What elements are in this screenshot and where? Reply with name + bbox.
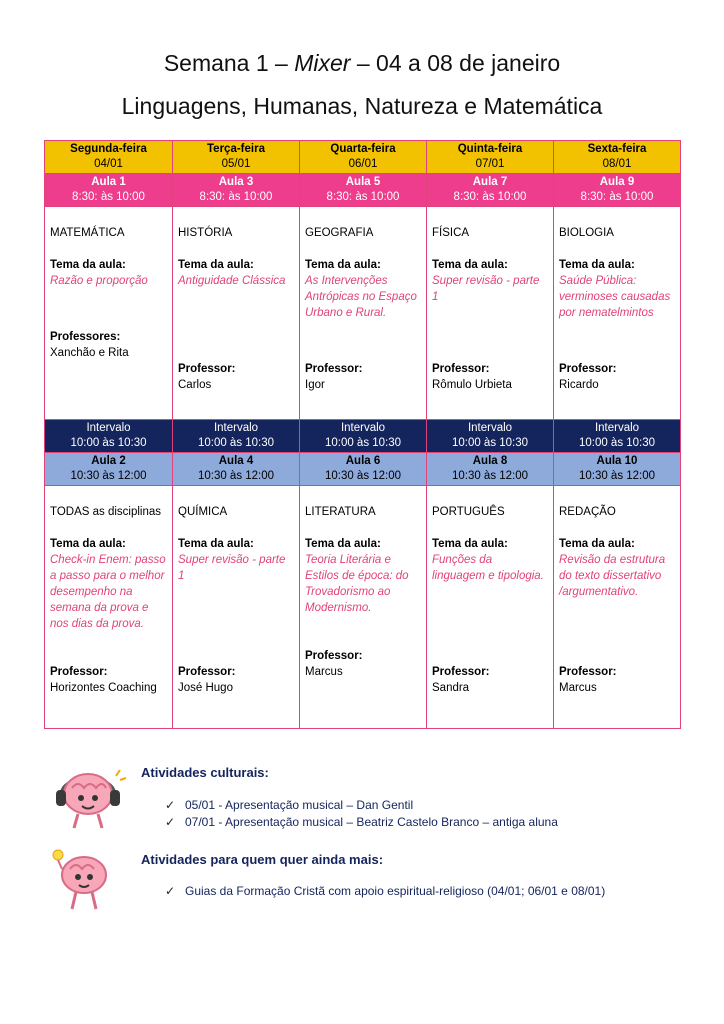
class-cell [300,207,427,420]
class-cell-inner [559,225,675,420]
class-cell [45,207,173,420]
professor-name: José Hugo [178,682,233,694]
title-prefix: Semana 1 – [163,50,295,76]
subject: LITERATURA [305,506,376,518]
class-cell-inner [432,504,548,729]
aula-header [554,453,681,486]
theme-text: Revisão da estrutura do texto dissertativo /argumentativo. [559,554,666,598]
interval-cell [554,420,681,453]
aula-label: Aula 8 [472,455,508,467]
interval-label: Intervalo [594,422,640,434]
professor-name: Igor [305,379,325,391]
theme-label: Tema da aula: [432,538,508,550]
interval-cell [300,420,427,453]
theme-label: Tema da aula: [50,538,126,550]
professor-block [305,648,421,680]
professor-block [559,664,675,696]
professor-block [50,664,167,696]
interval-cell [45,420,173,453]
extra-list [165,883,605,900]
aula-label: Aula 7 [472,176,508,188]
day-date: 05/01 [221,158,251,170]
class-cell [173,486,300,729]
aula-header [300,174,427,207]
professor-label: Professor: [432,666,490,678]
class-cell [173,207,300,420]
interval-time: 10:00 às 10:30 [197,437,275,449]
theme-label: Tema da aula: [178,538,254,550]
theme-label: Tema da aula: [178,259,254,271]
subject: HISTÓRIA [178,227,233,239]
theme-label: Tema da aula: [305,259,381,271]
professor-label: Professor: [178,666,236,678]
check-icon: ✓ [165,884,176,898]
theme-text: Teoria Literária e Estilos de época: do Trovadorismo ao Modernismo. [305,554,409,614]
check-icon: ✓ [165,815,176,829]
theme-text: Antiguidade Clássica [178,275,286,287]
aula-header [45,174,173,207]
day-name: Quarta-feira [330,143,396,155]
interval-time: 10:00 às 10:30 [324,437,402,449]
theme-text: Funções da linguagem e tipologia. [432,554,544,582]
check-icon: ✓ [165,798,176,812]
aula-label: Aula 2 [91,455,126,467]
theme-label: Tema da aula: [559,259,635,271]
professor-label: Professor: [559,363,617,375]
subject: PORTUGUÊS [432,506,505,518]
interval-label: Intervalo [213,422,259,434]
aula-header [300,453,427,486]
professor-name: Sandra [432,682,470,694]
interval-cell [427,420,554,453]
class-cell [300,486,427,729]
subject: FÍSICA [432,227,470,239]
aula-header [173,453,300,486]
professor-name: Rômulo Urbieta [432,379,512,391]
professor-label: Professor: [50,666,108,678]
aula-header [427,174,554,207]
interval-time: 10:00 às 10:30 [70,437,147,449]
list-item: ✓ Guias da Formação Cristã com apoio espiritual-religioso (04/01; 06/01 e 08/01) [165,884,606,898]
subject: BIOLOGIA [559,227,614,239]
title-suffix: – 04 a 08 de janeiro [350,50,561,76]
brain-headphones-icon [48,760,128,832]
subject: QUÍMICA [178,506,228,518]
professor-block [559,361,675,393]
day-name: Segunda-feira [70,143,147,155]
aula-time: 10:30 às 12:00 [70,470,147,482]
day-name: Terça-feira [207,143,265,155]
professor-block [50,329,167,361]
class-cell [554,207,681,420]
professor-name: Marcus [305,666,343,678]
theme-label: Tema da aula: [50,259,126,271]
aula-label: Aula 10 [596,455,638,467]
aula-time: 10:30 às 12:00 [451,470,529,482]
class-cell-inner [559,504,675,729]
day-date: 04/01 [94,158,123,170]
day-header [45,141,173,174]
interval-time: 10:00 às 10:30 [451,437,529,449]
theme-label: Tema da aula: [305,538,381,550]
subject: REDAÇÃO [559,506,616,518]
interval-time: 10:00 às 10:30 [578,437,656,449]
professor-block [432,361,548,393]
aula-header [427,453,554,486]
professor-name: Carlos [178,379,212,391]
aula-time: 8:30: às 10:00 [326,191,400,203]
schedule-table [44,140,681,729]
theme-text: Check-in Enem: passo a passo para o melhor desempenho na semana da prova e nos dias da prova. [50,554,166,630]
class-cell [45,486,173,729]
page-subtitle: Linguagens, Humanas, Natureza e Matemática [121,93,603,119]
professor-label: Professor: [305,363,363,375]
aula-time: 10:30 às 12:00 [578,470,656,482]
aula-header [45,453,173,486]
class-cell-inner [432,225,548,420]
title-italic: Mixer [294,50,351,76]
professor-name: Marcus [559,682,597,694]
days-row [45,141,681,174]
professor-block [178,361,294,393]
brain-idea-icon [48,845,118,915]
class-cell [554,486,681,729]
subject: MATEMÁTICA [50,227,125,239]
day-header [427,141,554,174]
aula-time: 8:30: às 10:00 [72,191,145,203]
interval-label: Intervalo [86,422,131,434]
day-date: 07/01 [475,158,505,170]
aula-time: 10:30 às 12:00 [197,470,275,482]
aula-time: 8:30: às 10:00 [580,191,654,203]
day-name: Quinta-feira [457,143,523,155]
theme-text: As Intervenções Antrópicas no Espaço Urbano e Rural. [305,275,417,319]
professor-label: Professor: [178,363,236,375]
theme-text: Razão e proporção [50,275,148,287]
interval-row [45,420,681,453]
interval-label: Intervalo [340,422,386,434]
aula-label: Aula 4 [218,455,254,467]
aula-label: Aula 3 [218,176,254,188]
first-aula-row [45,174,681,207]
aula-label: Aula 1 [91,176,126,188]
theme-label: Tema da aula: [432,259,508,271]
interval-label: Intervalo [467,422,513,434]
day-date: 06/01 [348,158,378,170]
professor-name: Horizontes Coaching [50,682,157,694]
aula-time: 10:30 às 12:00 [324,470,402,482]
page-title [0,50,724,77]
aula-label: Aula 9 [599,176,635,188]
second-aula-row [45,453,681,486]
aula-label: Aula 6 [345,455,381,467]
professor-block [178,664,294,696]
theme-label: Tema da aula: [559,538,635,550]
theme-text: Saúde Pública: verminoses causadas por nematelmintos [559,275,671,319]
class-cell-inner [305,504,421,729]
professor-name: Ricardo [559,379,599,391]
subject: TODAS as disciplinas [50,506,161,518]
aula-time: 8:30: às 10:00 [453,191,527,203]
professor-label: Professor: [305,650,363,662]
subject: GEOGRAFIA [305,227,374,239]
cultural-list [165,797,558,831]
professor-block [305,361,421,393]
day-header [300,141,427,174]
second-content-row [45,486,681,729]
class-cell-inner [50,225,167,420]
extra-title: Atividades para quem quer ainda mais: [141,852,384,867]
theme-text: Super revisão - parte 1 [432,275,540,303]
cultural-title: Atividades culturais: [141,765,269,780]
class-cell-inner [305,225,421,420]
list-item: ✓ 05/01 - Apresentação musical – Dan Gentil [165,798,414,812]
class-cell [427,486,554,729]
day-date: 08/01 [602,158,632,170]
list-item: ✓ 07/01 - Apresentação musical – Beatriz Castelo Branco – antiga aluna [165,815,558,829]
professor-name: Xanchão e Rita [50,347,129,359]
aula-label: Aula 5 [345,176,381,188]
professor-block [432,664,548,696]
interval-cell [173,420,300,453]
theme-text: Super revisão - parte 1 [178,554,286,582]
aula-header [554,174,681,207]
aula-header [173,174,300,207]
day-header [554,141,681,174]
class-cell-inner [50,504,167,729]
professor-label: Professores: [50,331,121,343]
class-cell-inner [178,225,294,420]
first-content-row [45,207,681,420]
day-name: Sexta-feira [587,143,647,155]
aula-time: 8:30: às 10:00 [199,191,273,203]
professor-label: Professor: [559,666,617,678]
class-cell [427,207,554,420]
class-cell-inner [178,504,294,729]
professor-label: Professor: [432,363,490,375]
day-header [173,141,300,174]
